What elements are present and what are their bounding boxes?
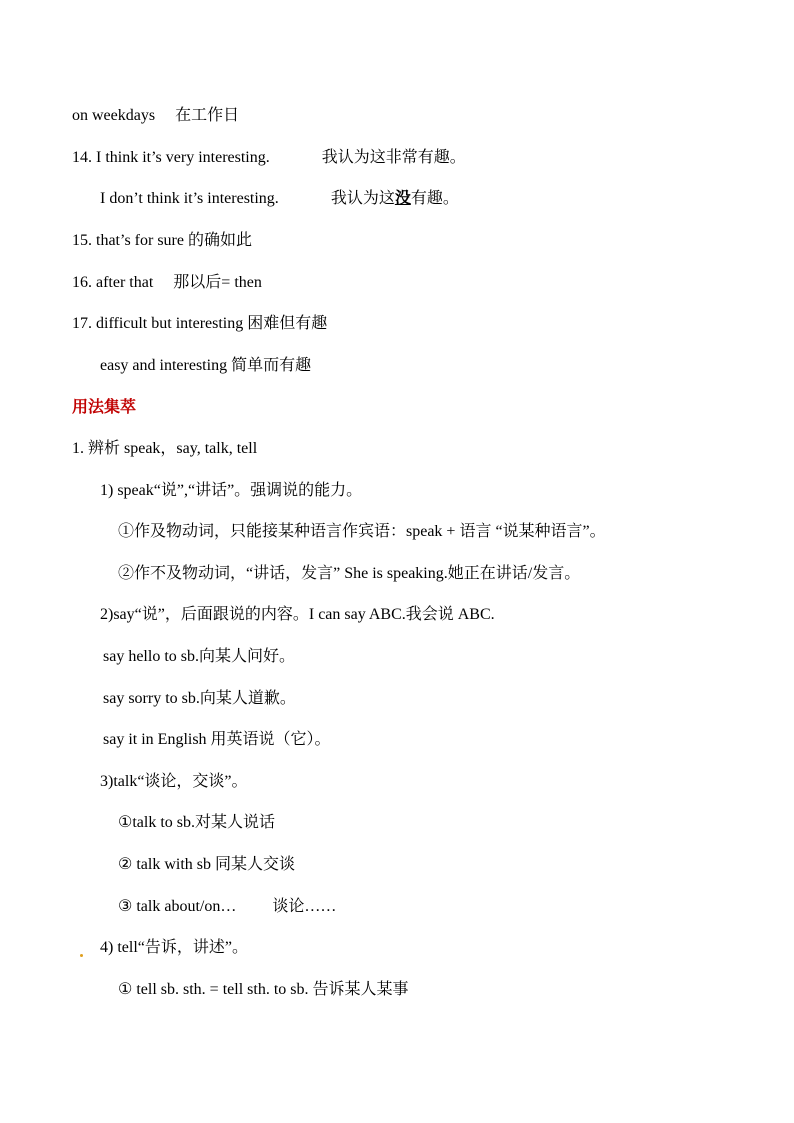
- phrase-en: 16. after that: [72, 274, 154, 291]
- line-item-17-easy: easy and interesting 简单而有趣: [100, 357, 312, 374]
- line-say: 2)say“说”，后面跟说的内容。I can say ABC.我会说 ABC.: [100, 606, 495, 623]
- line-speak-transitive: ①作及物动词，只能接某种语言作宾语：speak + 语言 “说某种语言”。: [118, 523, 606, 540]
- phrase-zh-a: 我认为这: [330, 190, 395, 207]
- phrase-en: ③ talk about/on…: [118, 898, 237, 915]
- line-usage-1: 1. 辨析 speak，say, talk, tell: [72, 440, 258, 457]
- phrase-zh: 谈论……: [272, 898, 337, 915]
- phrase-en: 14. I think it’s very interesting.: [72, 149, 270, 166]
- line-speak-intransitive: ②作不及物动词，“讲话，发言” She is speaking.她正在讲话/发言。: [118, 565, 581, 582]
- bullet-dot: [80, 954, 83, 957]
- line-tell: 4) tell“告诉，讲述”。: [100, 939, 248, 956]
- line-talk-about: [118, 897, 336, 917]
- line-item-14: [72, 148, 466, 168]
- line-item-17: 17. difficult but interesting 困难但有趣: [72, 315, 328, 332]
- phrase-en: on weekdays: [72, 107, 156, 124]
- line-item-16: [72, 273, 262, 293]
- line-say-english: say it in English 用英语说（它）。: [103, 731, 331, 748]
- phrase-zh: 在工作日: [175, 107, 240, 124]
- line-speak: 1) speak“说”,“讲话”。强调说的能力。: [100, 482, 363, 499]
- phrase-zh-c: 有趣。: [410, 190, 459, 207]
- line-tell-sb-sth: ① tell sb. sth. = tell sth. to sb. 告诉某人某事: [118, 981, 409, 998]
- line-talk: 3)talk“谈论，交谈”。: [100, 773, 248, 790]
- line-talk-with: ② talk with sb 同某人交谈: [118, 856, 296, 873]
- phrase-zh: 我认为这非常有趣。: [321, 149, 466, 166]
- line-say-hello: say hello to sb.向某人问好。: [103, 648, 295, 665]
- phrase-zh-underlined: 没: [394, 190, 411, 207]
- line-item-14-negative: [100, 189, 459, 209]
- phrase-en: I don’t think it’s interesting.: [100, 190, 279, 207]
- line-talk-to: ①talk to sb.对某人说话: [118, 814, 276, 831]
- phrase-zh: 那以后= then: [173, 274, 262, 291]
- line-on-weekdays: [72, 106, 239, 126]
- line-item-15: 15. that’s for sure 的确如此: [72, 232, 252, 249]
- line-say-sorry: say sorry to sb.向某人道歉。: [103, 690, 296, 707]
- section-heading: 用法集萃: [72, 397, 137, 416]
